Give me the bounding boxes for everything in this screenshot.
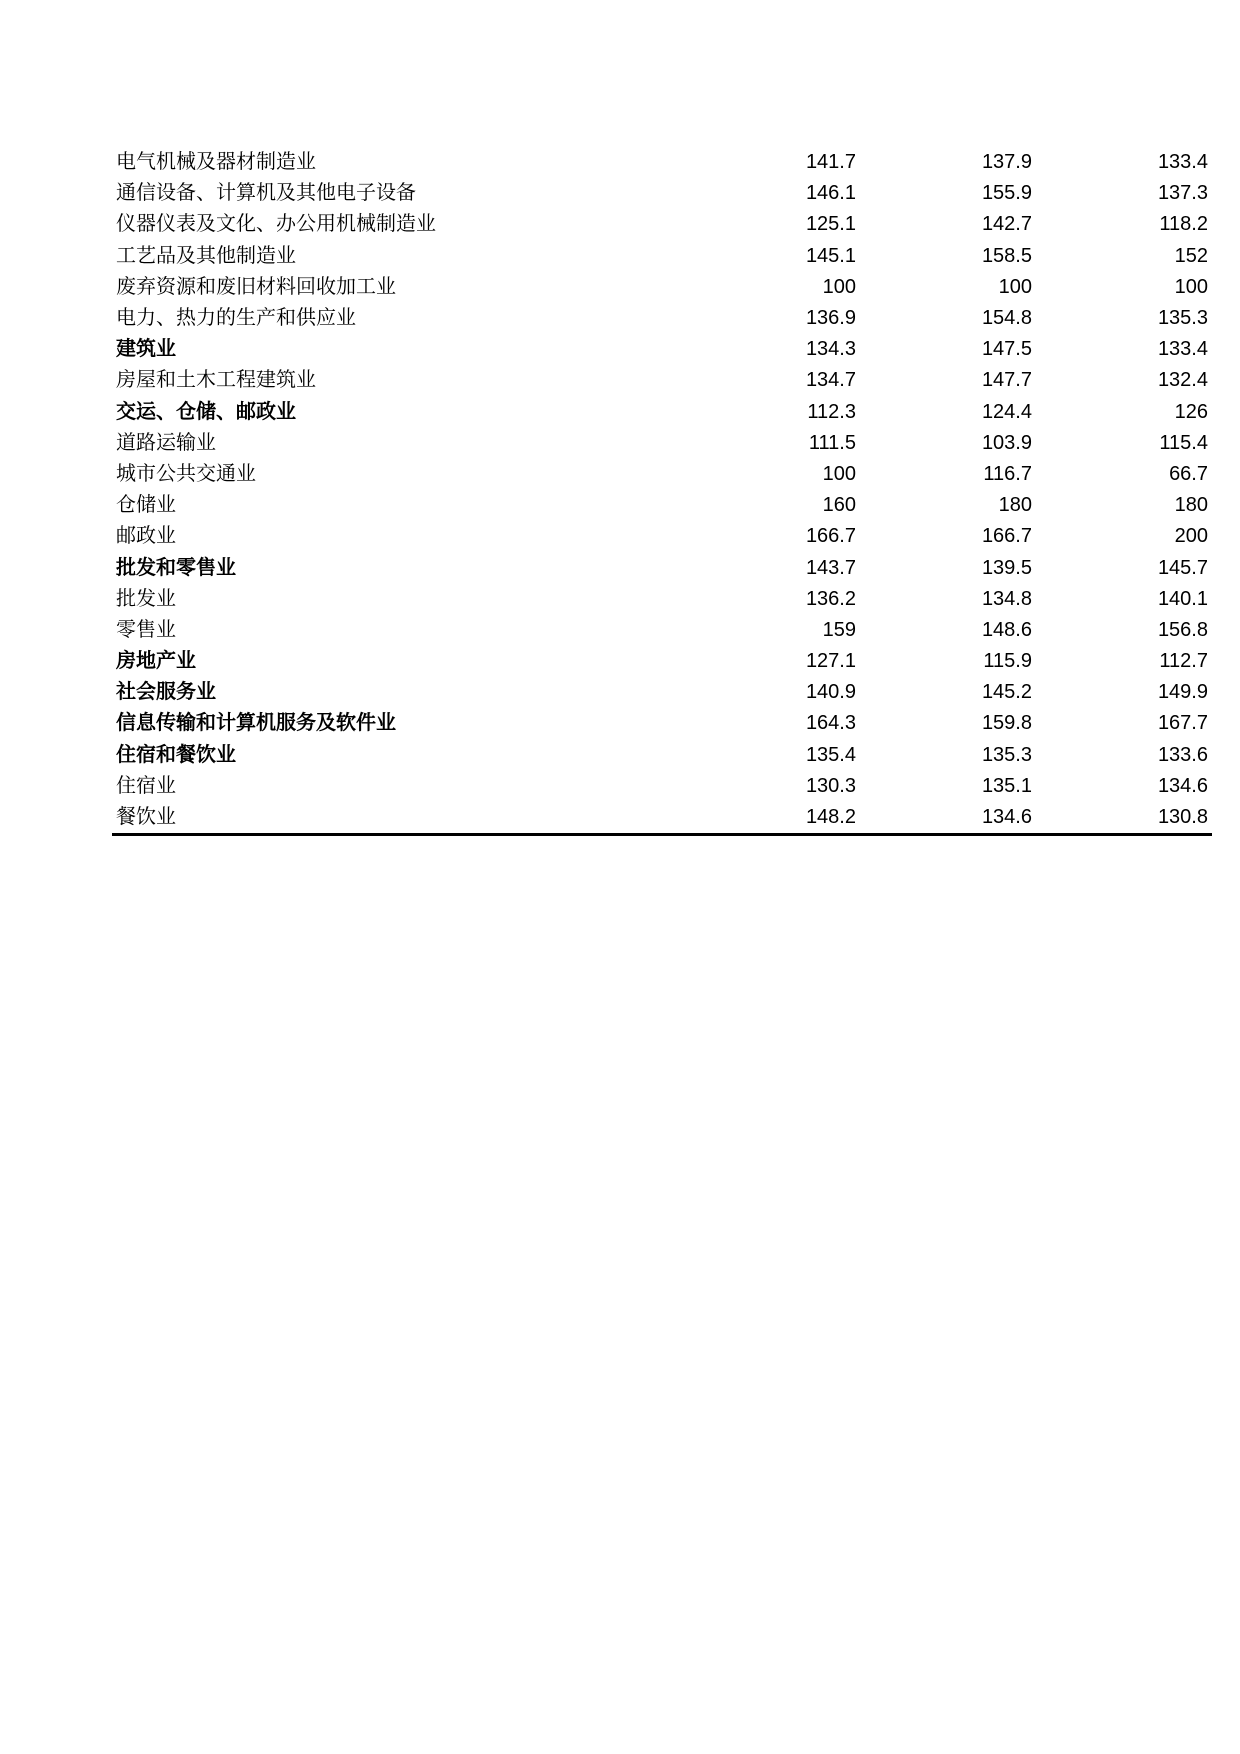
table-row xyxy=(112,646,1212,677)
value-col-3: 149.9 xyxy=(1157,681,1208,704)
value-col-1: 112.3 xyxy=(807,400,856,423)
table-row xyxy=(112,459,1212,490)
industry-index-table xyxy=(112,147,1212,836)
value-col-2: 100 xyxy=(998,275,1032,298)
value-col-2: 180 xyxy=(998,494,1032,517)
value-col-2: 139.5 xyxy=(981,556,1032,579)
value-col-3: 135.3 xyxy=(1157,307,1208,330)
value-col-3: 134.6 xyxy=(1157,774,1208,797)
value-col-1: 136.9 xyxy=(805,307,856,330)
value-col-3: 167.7 xyxy=(1157,712,1208,735)
table-row xyxy=(112,178,1212,209)
value-col-2: 137.9 xyxy=(981,151,1032,174)
value-col-3: 126 xyxy=(1174,400,1208,423)
value-col-3: 133.6 xyxy=(1157,743,1208,766)
table-row xyxy=(112,303,1212,334)
row-label: 电力、热力的生产和供应业 xyxy=(116,307,356,330)
value-col-1: 141.7 xyxy=(805,151,856,174)
value-col-2: 166.7 xyxy=(981,525,1032,548)
value-col-1: 134.3 xyxy=(805,338,856,361)
table-row xyxy=(112,740,1212,771)
value-col-3: 118.2 xyxy=(1159,213,1208,236)
value-col-1: 159 xyxy=(822,618,856,641)
table-row xyxy=(112,241,1212,272)
value-col-2: 103.9 xyxy=(981,431,1032,454)
table-row xyxy=(112,584,1212,615)
value-col-3: 180 xyxy=(1174,494,1208,517)
table-row xyxy=(112,677,1212,708)
value-col-1: 164.3 xyxy=(805,712,856,735)
value-col-3: 130.8 xyxy=(1036,802,1212,835)
row-label: 房地产业 xyxy=(116,650,196,673)
value-col-3: 156.8 xyxy=(1157,618,1208,641)
value-col-3: 133.4 xyxy=(1157,338,1208,361)
value-col-2: 158.5 xyxy=(981,244,1032,267)
value-col-3: 140.1 xyxy=(1157,587,1208,610)
table-row xyxy=(112,428,1212,459)
value-col-1: 160 xyxy=(822,494,856,517)
value-col-2: 116.7 xyxy=(983,462,1032,485)
row-label: 餐饮业 xyxy=(112,802,642,835)
table-row xyxy=(112,272,1212,303)
table-body xyxy=(112,147,1212,835)
row-label: 仪器仪表及文化、办公用机械制造业 xyxy=(116,213,436,236)
value-col-1: 148.2 xyxy=(642,802,860,835)
table-row xyxy=(112,147,1212,178)
value-col-2: 145.2 xyxy=(981,681,1032,704)
value-col-2: 147.7 xyxy=(981,369,1032,392)
row-label: 零售业 xyxy=(116,618,176,641)
value-col-1: 136.2 xyxy=(805,587,856,610)
value-col-1: 140.9 xyxy=(805,681,856,704)
table-row xyxy=(112,397,1212,428)
table-row xyxy=(112,802,1212,835)
row-label: 住宿和餐饮业 xyxy=(116,743,236,766)
table-row xyxy=(112,708,1212,739)
row-label: 工艺品及其他制造业 xyxy=(116,244,296,267)
row-label: 房屋和土木工程建筑业 xyxy=(116,369,316,392)
value-col-3: 115.4 xyxy=(1159,431,1208,454)
table-row xyxy=(112,771,1212,802)
value-col-1: 135.4 xyxy=(805,743,856,766)
value-col-2: 124.4 xyxy=(981,400,1032,423)
table-row xyxy=(112,209,1212,240)
table-row xyxy=(112,521,1212,552)
value-col-1: 100 xyxy=(822,275,856,298)
table-row xyxy=(112,552,1212,583)
value-col-2: 159.8 xyxy=(981,712,1032,735)
value-col-1: 143.7 xyxy=(805,556,856,579)
value-col-1: 146.1 xyxy=(805,182,856,205)
value-col-1: 145.1 xyxy=(805,244,856,267)
value-col-3: 137.3 xyxy=(1157,182,1208,205)
row-label: 邮政业 xyxy=(116,525,176,548)
row-label: 废弃资源和废旧材料回收加工业 xyxy=(116,275,396,298)
value-col-2: 135.1 xyxy=(981,774,1032,797)
value-col-2: 115.9 xyxy=(983,650,1032,673)
value-col-1: 130.3 xyxy=(805,774,856,797)
row-label: 住宿业 xyxy=(116,774,176,797)
value-col-2: 142.7 xyxy=(981,213,1032,236)
value-col-3: 200 xyxy=(1174,525,1208,548)
row-label: 电气机械及器材制造业 xyxy=(116,151,316,174)
value-col-1: 125.1 xyxy=(805,213,856,236)
value-col-2: 134.8 xyxy=(981,587,1032,610)
row-label: 交运、仓储、邮政业 xyxy=(116,400,296,423)
row-label: 城市公共交通业 xyxy=(116,462,256,485)
row-label: 社会服务业 xyxy=(116,681,216,704)
value-col-1: 111.5 xyxy=(808,431,856,454)
row-label: 批发业 xyxy=(116,587,176,610)
value-col-3: 133.4 xyxy=(1157,151,1208,174)
table-row xyxy=(112,615,1212,646)
value-col-2: 155.9 xyxy=(981,182,1032,205)
value-col-3: 66.7 xyxy=(1169,462,1208,485)
value-col-2: 154.8 xyxy=(981,307,1032,330)
row-label: 道路运输业 xyxy=(116,431,216,454)
value-col-3: 112.7 xyxy=(1159,650,1208,673)
table-row xyxy=(112,334,1212,365)
value-col-2: 134.6 xyxy=(860,802,1036,835)
value-col-2: 147.5 xyxy=(981,338,1032,361)
row-label: 信息传输和计算机服务及软件业 xyxy=(116,712,396,735)
value-col-1: 166.7 xyxy=(805,525,856,548)
row-label: 通信设备、计算机及其他电子设备 xyxy=(116,182,416,205)
row-label: 仓储业 xyxy=(116,494,176,517)
value-col-2: 148.6 xyxy=(981,618,1032,641)
row-label: 建筑业 xyxy=(116,338,176,361)
value-col-3: 152 xyxy=(1174,244,1208,267)
row-label: 批发和零售业 xyxy=(116,556,236,579)
value-col-2: 135.3 xyxy=(981,743,1032,766)
table-row xyxy=(112,490,1212,521)
table-row xyxy=(112,365,1212,396)
value-col-3: 132.4 xyxy=(1157,369,1208,392)
value-col-1: 100 xyxy=(822,462,856,485)
value-col-1: 134.7 xyxy=(805,369,856,392)
value-col-1: 127.1 xyxy=(805,650,856,673)
value-col-3: 145.7 xyxy=(1157,556,1208,579)
value-col-3: 100 xyxy=(1174,275,1208,298)
